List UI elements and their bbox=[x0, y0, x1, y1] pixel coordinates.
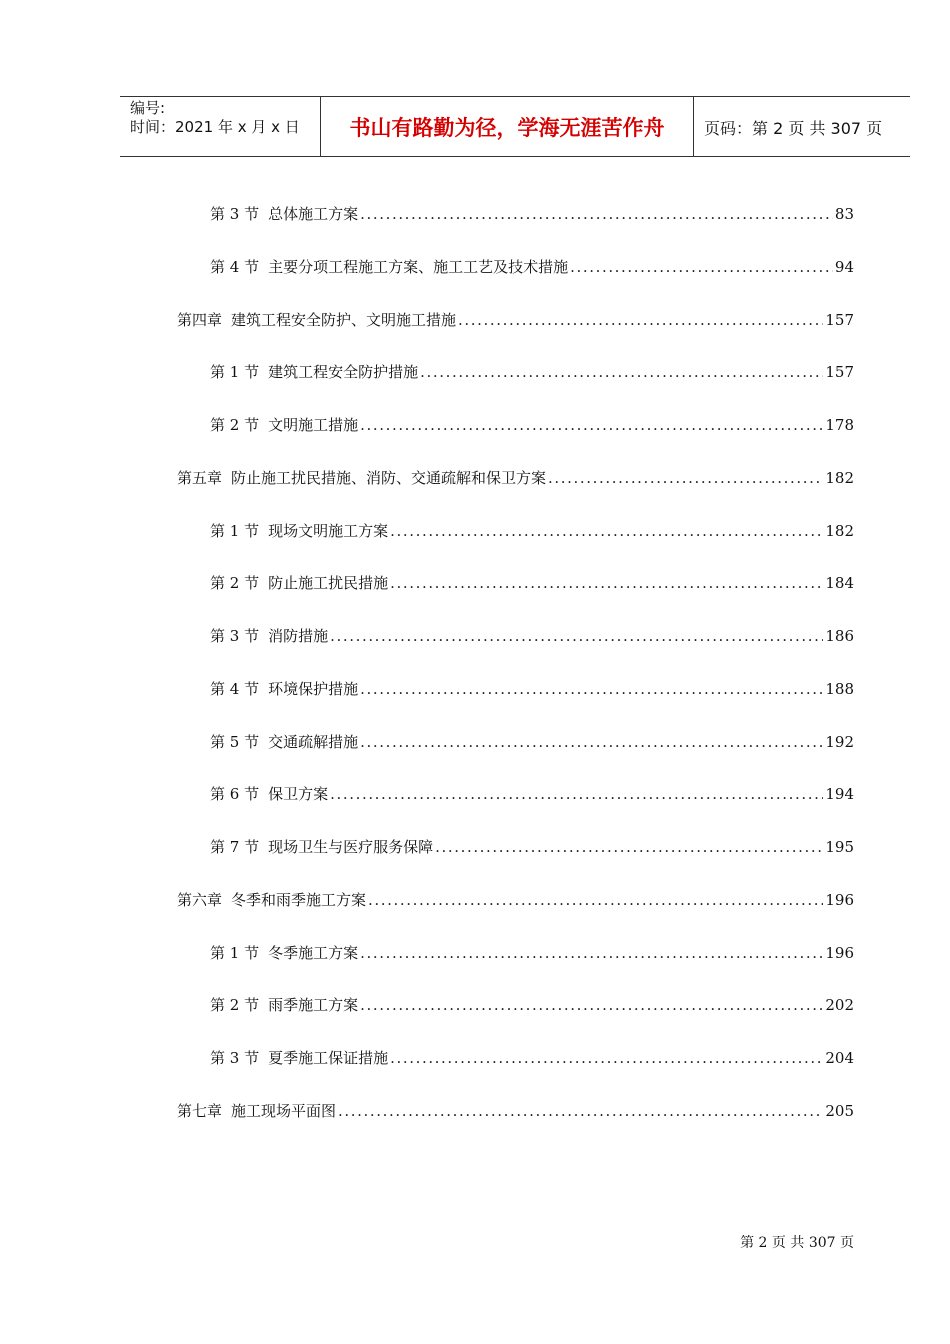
toc-entry-number: 第 3 节 bbox=[210, 627, 260, 645]
toc-chapter-entry bbox=[177, 1101, 854, 1121]
toc-entry-number: 第 5 节 bbox=[210, 733, 260, 751]
toc-dot-leader bbox=[360, 679, 823, 699]
toc-entry-page: 202 bbox=[825, 996, 854, 1014]
toc-chapter-entry bbox=[177, 310, 854, 330]
toc-dot-leader bbox=[368, 890, 823, 910]
toc-entry-number: 第五章 bbox=[177, 469, 223, 487]
toc-entry-page: 157 bbox=[825, 363, 854, 381]
toc-entry-number: 第 6 节 bbox=[210, 785, 260, 803]
header-page-info: 页码：第 2 页 共 307 页 bbox=[704, 118, 883, 138]
toc-entry-title: 消防措施 bbox=[268, 627, 329, 645]
toc-entry-number: 第 2 节 bbox=[210, 996, 260, 1014]
toc-chapter-entry bbox=[177, 890, 854, 910]
toc-entry-page: 196 bbox=[825, 944, 854, 962]
toc-dot-leader bbox=[458, 310, 823, 330]
toc-dot-leader bbox=[360, 943, 823, 963]
toc-entry-number: 第 4 节 bbox=[210, 680, 260, 698]
toc-entry-number: 第 1 节 bbox=[210, 944, 260, 962]
toc-dot-leader bbox=[390, 521, 823, 541]
toc-section-entry bbox=[210, 995, 854, 1015]
toc-dot-leader bbox=[548, 468, 823, 488]
toc-entry-title: 冬季施工方案 bbox=[268, 944, 359, 962]
toc-entry-title: 总体施工方案 bbox=[268, 205, 359, 223]
toc-entry-page: 83 bbox=[834, 205, 854, 223]
toc-entry-page: 204 bbox=[825, 1049, 854, 1067]
toc-entry-title: 环境保护措施 bbox=[268, 680, 359, 698]
toc-entry-title: 雨季施工方案 bbox=[268, 996, 359, 1014]
toc-entry-title: 主要分项工程施工方案、施工工艺及技术措施 bbox=[268, 258, 569, 276]
toc-entry-page: 94 bbox=[834, 258, 854, 276]
toc-entry-title: 交通疏解措施 bbox=[268, 733, 359, 751]
toc-entry-title: 施工现场平面图 bbox=[231, 1102, 337, 1120]
toc-entry-page: 182 bbox=[825, 522, 854, 540]
toc-entry-number: 第 2 节 bbox=[210, 416, 260, 434]
toc-dot-leader bbox=[390, 1048, 823, 1068]
header-motto: 书山有路勤为径，学海无涯苦作舟 bbox=[349, 116, 665, 140]
toc-entry-title: 建筑工程安全防护措施 bbox=[268, 363, 419, 381]
toc-entry-number: 第 2 节 bbox=[210, 574, 260, 592]
toc-entry-number: 第 3 节 bbox=[210, 1049, 260, 1067]
toc-entry-title: 现场文明施工方案 bbox=[268, 522, 389, 540]
toc-entry-page: 192 bbox=[825, 733, 854, 751]
header-meta bbox=[130, 99, 320, 155]
toc-section-entry bbox=[210, 837, 854, 857]
toc-entry-title: 建筑工程安全防护、文明施工措施 bbox=[231, 311, 457, 329]
footer-page-info: 第 2 页 共 307 页 bbox=[740, 1235, 854, 1251]
toc-dot-leader bbox=[360, 995, 823, 1015]
toc-entry-page: 196 bbox=[825, 891, 854, 909]
toc-entry-number: 第六章 bbox=[177, 891, 223, 909]
toc-section-entry bbox=[210, 1048, 854, 1068]
toc-section-entry bbox=[210, 626, 854, 646]
toc-dot-leader bbox=[338, 1101, 823, 1121]
toc-entry-title: 文明施工措施 bbox=[268, 416, 359, 434]
toc-dot-leader bbox=[420, 362, 823, 382]
toc-section-entry bbox=[210, 679, 854, 699]
toc-entry-title: 保卫方案 bbox=[268, 785, 329, 803]
toc-entry-page: 194 bbox=[825, 785, 854, 803]
toc-entry-page: 195 bbox=[825, 838, 854, 856]
toc-entry-number: 第七章 bbox=[177, 1102, 223, 1120]
toc-entry-page: 205 bbox=[825, 1102, 854, 1120]
toc-entry-number: 第 1 节 bbox=[210, 522, 260, 540]
page-header bbox=[120, 96, 910, 157]
toc-section-entry bbox=[210, 362, 854, 382]
toc-entry-page: 157 bbox=[825, 311, 854, 329]
toc-dot-leader bbox=[360, 204, 833, 224]
toc-entry-number: 第 7 节 bbox=[210, 838, 260, 856]
toc-section-entry bbox=[210, 573, 854, 593]
toc-entry-page: 178 bbox=[825, 416, 854, 434]
toc-dot-leader bbox=[330, 626, 823, 646]
toc-entry-page: 182 bbox=[825, 469, 854, 487]
toc-dot-leader bbox=[360, 732, 823, 752]
toc-dot-leader bbox=[570, 257, 833, 277]
date-line: 时间：2021 年 x 月 x 日 bbox=[130, 118, 300, 136]
toc-entry-number: 第 1 节 bbox=[210, 363, 260, 381]
toc-section-entry bbox=[210, 732, 854, 752]
toc-section-entry bbox=[210, 257, 854, 277]
toc-entry-title: 防止施工扰民措施 bbox=[268, 574, 389, 592]
serial-number-label: 编号: bbox=[130, 99, 166, 117]
toc-entry-page: 184 bbox=[825, 574, 854, 592]
toc-dot-leader bbox=[360, 415, 823, 435]
toc-entry-number: 第 3 节 bbox=[210, 205, 260, 223]
header-divider bbox=[693, 97, 694, 157]
toc-entry-page: 186 bbox=[825, 627, 854, 645]
toc-entry-title: 现场卫生与医疗服务保障 bbox=[268, 838, 434, 856]
toc-entry-title: 冬季和雨季施工方案 bbox=[231, 891, 367, 909]
toc-chapter-entry bbox=[177, 468, 854, 488]
toc-entry-title: 夏季施工保证措施 bbox=[268, 1049, 389, 1067]
toc-entry-title: 防止施工扰民措施、消防、交通疏解和保卫方案 bbox=[231, 469, 547, 487]
toc-entry-number: 第四章 bbox=[177, 311, 223, 329]
toc-dot-leader bbox=[435, 837, 823, 857]
toc-entry-page: 188 bbox=[825, 680, 854, 698]
toc-section-entry bbox=[210, 521, 854, 541]
toc-dot-leader bbox=[390, 573, 823, 593]
toc-section-entry bbox=[210, 204, 854, 224]
toc-dot-leader bbox=[330, 784, 823, 804]
toc-section-entry bbox=[210, 415, 854, 435]
toc-section-entry bbox=[210, 784, 854, 804]
toc-entry-number: 第 4 节 bbox=[210, 258, 260, 276]
toc-section-entry bbox=[210, 943, 854, 963]
